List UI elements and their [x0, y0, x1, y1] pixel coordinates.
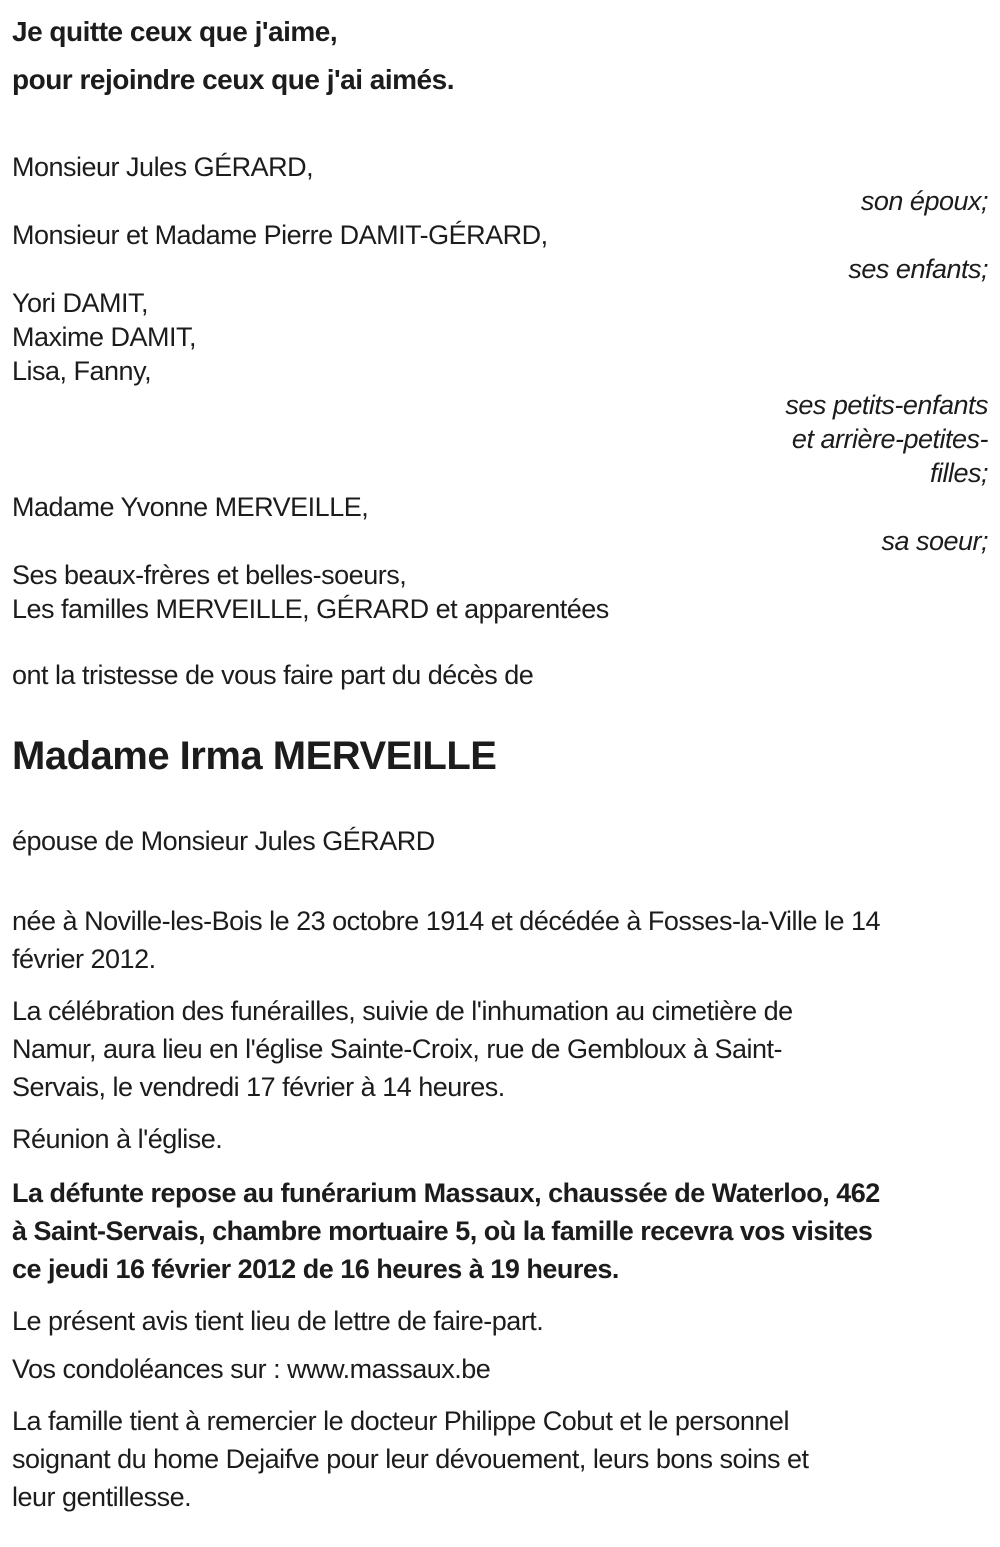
- spouse-line-wrap: [12, 822, 988, 860]
- announcement: [12, 656, 988, 694]
- birth-death-line: février 2012.: [12, 944, 156, 974]
- visitation-line: La défunte repose au funérarium Massaux, chaussée de Waterloo, 462: [12, 1178, 880, 1208]
- visitation-line: ce jeudi 16 février 2012 de 16 heures à 19 heures.: [12, 1254, 619, 1284]
- thanks-line: soignant du home Dejaifve pour leur dévouement, leurs bons soins et: [12, 1444, 809, 1474]
- visitation-paragraph: [12, 1174, 988, 1288]
- family-entry: [12, 218, 988, 286]
- condolences-paragraph: [12, 1350, 988, 1388]
- family-entry: [12, 286, 988, 490]
- family-entry: [12, 558, 988, 626]
- family-name-line: Ses beaux-frères et belles-soeurs,: [12, 560, 407, 590]
- notice-paragraph: [12, 1302, 988, 1340]
- ceremony-line: La célébration des funérailles, suivie de l'inhumation au cimetière de: [12, 996, 793, 1026]
- epigraph: [12, 8, 988, 104]
- family-name-line: Maxime DAMIT,: [12, 322, 197, 352]
- family-entry: [12, 150, 988, 218]
- family-name-line: Monsieur Jules GÉRARD,: [12, 152, 314, 182]
- family-name-line: Lisa, Fanny,: [12, 356, 152, 386]
- thanks-line: leur gentillesse.: [12, 1482, 192, 1512]
- family-name-line: Monsieur et Madame Pierre DAMIT-GÉRARD,: [12, 220, 548, 250]
- family-relation-line: et arrière-petites-: [791, 424, 988, 454]
- meeting-paragraph: [12, 1120, 988, 1158]
- birth-death-line: née à Noville-les-Bois le 23 octobre 1914 et décédée à Fosses-la-Ville le 14: [12, 906, 881, 936]
- thanks-line: La famille tient à remercier le docteur Philippe Cobut et le personnel: [12, 1406, 789, 1436]
- family-name-line: Yori DAMIT,: [12, 288, 149, 318]
- meeting-line: Réunion à l'église.: [12, 1124, 223, 1154]
- ceremony-line: Namur, aura lieu en l'église Sainte-Croix, rue de Gembloux à Saint-: [12, 1034, 783, 1064]
- ceremony-line: Servais, le vendredi 17 février à 14 heures.: [12, 1072, 505, 1102]
- visitation-line: à Saint-Servais, chambre mortuaire 5, où la famille recevra vos visites: [12, 1216, 873, 1246]
- family-relation-line: son époux;: [860, 186, 988, 216]
- family-list: [12, 150, 988, 626]
- family-entry: [12, 490, 988, 558]
- thanks-paragraph: [12, 1402, 988, 1516]
- ceremony-paragraph: [12, 992, 988, 1106]
- birth-death-paragraph: [12, 902, 988, 978]
- epigraph-line: Je quitte ceux que j'aime,: [12, 16, 338, 47]
- family-name-line: Les familles MERVEILLE, GÉRARD et apparentées: [12, 594, 609, 624]
- spouse-line: épouse de Monsieur Jules GÉRARD: [12, 826, 435, 856]
- family-relation-line: sa soeur;: [881, 526, 988, 556]
- family-relation-line: ses petits-enfants: [785, 390, 988, 420]
- notice-line: Le présent avis tient lieu de lettre de faire-part.: [12, 1306, 544, 1336]
- condolences-line: Vos condoléances sur : www.massaux.be: [12, 1354, 491, 1384]
- family-relation-line: filles;: [929, 458, 988, 488]
- epigraph-line: pour rejoindre ceux que j'ai aimés.: [12, 64, 454, 95]
- family-relation-line: ses enfants;: [848, 254, 988, 284]
- announcement-text: ont la tristesse de vous faire part du décès de: [12, 660, 534, 690]
- deceased-name: Madame Irma MERVEILLE: [12, 734, 497, 778]
- family-name-line: Madame Yvonne MERVEILLE,: [12, 492, 369, 522]
